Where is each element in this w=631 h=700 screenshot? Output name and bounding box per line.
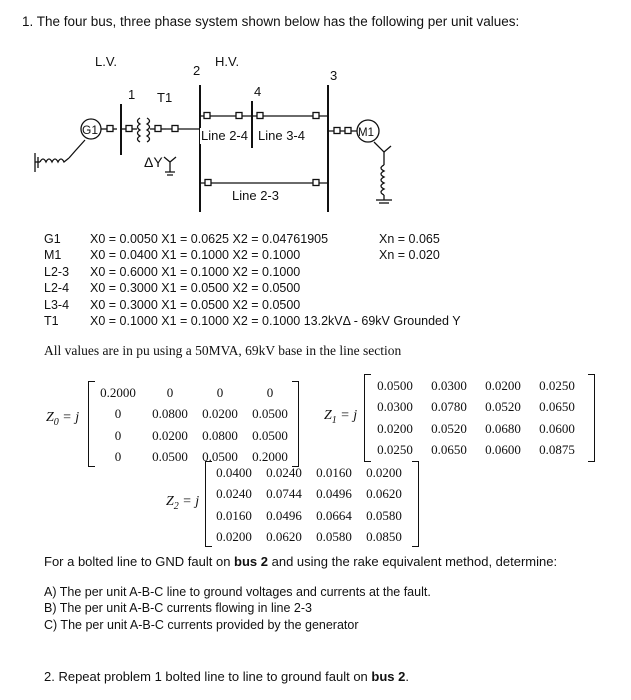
matrix-row [91,404,295,426]
matrix-cell: 0 [114,406,122,422]
z2-matrix [209,462,409,548]
param-row [44,297,461,313]
matrix-cell: 0.0580 [366,507,402,523]
matrix-cell: 0 [266,384,274,400]
matrix-cell: 0.0200 [366,464,402,480]
matrix-cell: 0.0200 [216,529,252,545]
matrix-cell: 0.0600 [539,420,575,436]
matrix-cell: 0.0680 [485,420,521,436]
line-3-4-label: Line 3-4 [258,128,305,143]
z1-matrix [368,375,584,461]
matrix-cell: 0.0300 [377,399,413,415]
param-row [44,231,461,247]
z0-label: $Z_0 = j$ [46,410,80,428]
matrix-cell: 0.0500 [252,406,288,422]
matrix-cell: 0.0650 [431,442,467,458]
task-option: C) The per unit A-B-C currents provided by the generator [44,617,359,632]
matrix-cell: 0.0240 [266,464,302,480]
param-name: L2-3 [44,264,70,279]
matrix-cell: 0 [216,384,224,400]
matrix-cell: 0.0620 [366,486,402,502]
wye-grounded-symbol [164,157,176,175]
line-2-4-label: Line 2-4 [201,128,248,143]
param-row [44,313,461,329]
matrix-cell: 0.0650 [539,399,575,415]
matrix-row [209,505,409,527]
bus-2-number: 2 [193,63,201,78]
param-values: X0 = 0.3000 X1 = 0.0500 X2 = 0.0500 [90,297,301,312]
z1-label: $Z_1 = j$ [324,408,358,426]
param-name: L2-4 [44,281,70,296]
matrix-cell: 0.0500 [377,377,413,393]
matrix-cell: 0.0600 [485,442,521,458]
param-name: T1 [44,314,59,329]
matrix-row [368,440,584,462]
task-statement: For a bolted line to GND fault on bus 2 and using the rake equivalent method, determine: [44,554,558,569]
g1-grounding-coil [69,140,85,158]
bus-3-number: 3 [330,68,338,83]
matrix-cell: 0.0496 [266,507,302,523]
t1-label: T1 [157,90,173,105]
parameter-list [44,231,461,329]
matrix-cell: 0.0620 [266,529,302,545]
matrix-cell: 0.0200 [152,427,188,443]
matrix-row [209,484,409,506]
matrix-cell: 0.0580 [316,529,352,545]
matrix-cell: 0.2000 [100,384,136,400]
param-values: X0 = 0.0400 X1 = 0.1000 X2 = 0.1000 [90,248,301,263]
matrix-row [209,462,409,484]
z1-right-bracket [588,374,595,462]
matrix-cell: 0.0160 [216,507,252,523]
param-values: X0 = 0.3000 X1 = 0.0500 X2 = 0.0500 [90,281,301,296]
m1-grounding-coil [374,142,384,165]
problem-1-intro: 1. The four bus, three phase system shown below has the following per unit values: [22,14,520,29]
param-values: X0 = 0.0050 X1 = 0.0625 X2 = 0.04761905 [90,232,329,246]
matrix-cell: 0.0496 [316,486,352,502]
z2-right-bracket [412,461,419,547]
matrix-row [368,375,584,397]
matrix-cell: 0.0300 [431,377,467,393]
matrix-cell: 0.0800 [202,427,238,443]
matrix-cell: 0.0520 [431,420,467,436]
param-values: X0 = 0.1000 X1 = 0.1000 X2 = 0.1000 13.2kVΔ - 69kV Grounded Y [90,314,461,329]
matrix-cell: 0.0160 [316,464,352,480]
param-row [44,280,461,296]
hv-label: H.V. [215,54,240,69]
matrix-cell: 0.0664 [316,507,352,523]
matrix-cell: 0 [114,449,122,465]
task-options [44,584,431,633]
param-values: X0 = 0.6000 X1 = 0.1000 X2 = 0.1000 [90,264,301,279]
matrix-cell: 0.0850 [366,529,402,545]
param-extra: Xn = 0.065 [379,232,440,246]
matrix-cell: 0.0500 [252,427,288,443]
matrix-cell: 0.0780 [431,399,467,415]
param-name: G1 [44,232,61,246]
matrix-cell: 0 [114,427,122,443]
task-option: B) The per unit A-B-C currents flowing in line 2-3 [44,601,312,616]
matrix-cell: 0.2000 [252,449,288,465]
line-2-3-label: Line 2-3 [232,188,279,203]
delta-wye-label: ΔY [144,154,163,170]
problem-2: 2. Repeat problem 1 bolted line to line to ground fault on bus 2. [44,669,409,684]
param-row [44,247,461,263]
base-note: All values are in pu using a 50MVA, 69kV base in the line section [44,343,402,358]
bus-1-number: 1 [128,87,136,102]
m1-symbol-label: M1 [358,127,374,139]
z2-label: $Z_2 = j$ [166,494,200,512]
task-option: A) The per unit A-B-C line to ground voltages and currents at the fault. [44,585,431,599]
param-extra: Xn = 0.020 [379,248,440,263]
param-name: L3-4 [44,297,70,312]
matrix-row [91,382,295,404]
bus-4-number: 4 [254,84,262,99]
matrix-cell: 0.0250 [377,442,413,458]
lv-label: L.V. [95,54,117,69]
matrix-row [368,397,584,419]
matrix-row [209,527,409,549]
matrix-cell: 0.0400 [216,464,252,480]
g1-symbol-label: G1 [82,123,99,137]
matrix-cell: 0.0500 [202,449,238,465]
matrix-cell: 0.0520 [485,399,521,415]
matrix-cell: 0.0240 [216,486,252,502]
param-row [44,264,461,280]
matrix-row [91,425,295,447]
matrix-cell: 0 [166,384,174,400]
matrix-cell: 0.0500 [152,449,188,465]
matrix-cell: 0.0200 [377,420,413,436]
matrix-cell: 0.0875 [539,442,575,458]
matrix-cell: 0.0200 [485,377,521,393]
one-line-diagram [0,0,631,225]
matrix-cell: 0.0744 [266,486,302,502]
z0-matrix [91,382,295,468]
matrix-row [368,418,584,440]
matrix-cell: 0.0200 [202,406,238,422]
param-name: M1 [44,248,62,263]
transformer-t1-coils [138,118,141,142]
matrix-cell: 0.0800 [152,406,188,422]
matrix-cell: 0.0250 [539,377,575,393]
